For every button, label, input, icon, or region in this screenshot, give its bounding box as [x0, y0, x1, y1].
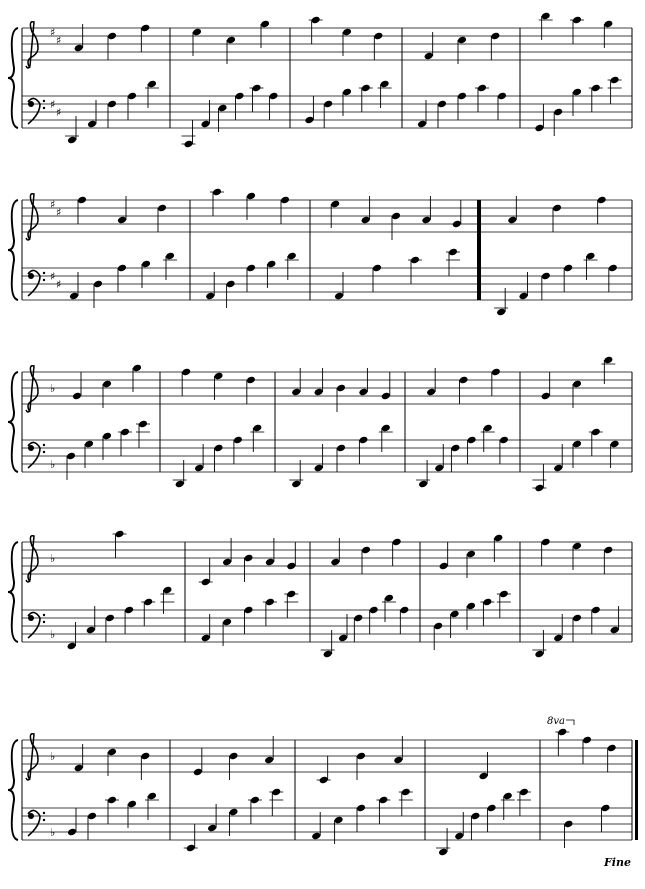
note-head: [572, 380, 582, 389]
note-head: [314, 388, 324, 397]
note-head: [381, 392, 391, 401]
note-head: [358, 388, 368, 397]
note-head: [67, 642, 77, 651]
brace: [8, 200, 18, 300]
note-head: [610, 626, 620, 635]
note-head: [582, 736, 592, 745]
brace: [8, 542, 18, 642]
sharp-icon: ♯: [56, 106, 62, 119]
note-head: [417, 120, 427, 129]
note-head: [286, 562, 296, 571]
sharp-icon: ♯: [56, 278, 62, 291]
note-head: [541, 272, 551, 281]
flat-icon: ♭: [50, 552, 56, 565]
note-head: [572, 542, 582, 551]
note-head: [491, 368, 501, 377]
note-head: [448, 248, 458, 257]
note-head: [534, 484, 544, 493]
note-head: [572, 16, 582, 25]
note-head: [519, 788, 529, 797]
note-head: [493, 534, 503, 543]
note-head: [234, 92, 244, 101]
note-head: [266, 260, 276, 269]
note-head: [610, 440, 620, 449]
note-head: [563, 264, 573, 273]
note-head: [107, 796, 117, 805]
note-head: [246, 376, 256, 385]
brace: [8, 740, 18, 840]
note-head: [280, 196, 290, 205]
note-head: [437, 100, 447, 109]
bass-clef-dot: [43, 812, 45, 814]
note-head: [591, 84, 601, 93]
note-head: [107, 32, 117, 41]
note-head: [330, 200, 340, 209]
note-head: [260, 20, 270, 29]
note-head: [356, 752, 366, 761]
note-head: [610, 76, 620, 85]
note-head: [457, 36, 467, 45]
note-head: [497, 92, 507, 101]
note-head: [487, 804, 497, 813]
note-head: [603, 546, 613, 555]
flat-icon: ♭: [50, 750, 56, 763]
note-head: [226, 280, 236, 289]
flat-icon: ♭: [50, 382, 56, 395]
note-head: [74, 44, 84, 53]
note-head: [373, 32, 383, 41]
note-head: [572, 614, 582, 623]
note-head: [361, 216, 371, 225]
note-head: [228, 808, 238, 817]
note-head: [311, 832, 321, 841]
note-head: [399, 606, 409, 615]
note-head: [477, 84, 487, 93]
note-head: [181, 368, 191, 377]
bass-clef-dot: [43, 451, 45, 453]
note-head: [183, 140, 193, 149]
note-head: [361, 546, 371, 555]
note-head: [201, 578, 211, 587]
flat-icon: ♭: [50, 826, 56, 839]
brace: [8, 372, 18, 472]
note-head: [466, 550, 476, 559]
note-head: [140, 24, 150, 33]
note-head: [534, 124, 544, 133]
note-head: [438, 848, 448, 857]
bass-clef-dot: [43, 279, 45, 281]
note-head: [452, 220, 462, 229]
note-head: [102, 432, 112, 441]
note-head: [87, 812, 97, 821]
note-head: [323, 100, 333, 109]
note-head: [291, 480, 301, 489]
note-head: [93, 280, 103, 289]
note-head: [233, 436, 243, 445]
note-head: [250, 796, 260, 805]
note-head: [552, 204, 562, 213]
note-head: [392, 538, 402, 547]
note-head: [74, 764, 84, 773]
note-head: [207, 824, 217, 833]
note-head: [323, 650, 333, 659]
note-head: [213, 444, 223, 453]
note-head: [271, 788, 281, 797]
note-head: [86, 626, 96, 635]
note-head: [114, 530, 124, 539]
note-head: [192, 28, 202, 37]
note-head: [336, 384, 346, 393]
note-head: [585, 252, 595, 261]
note-head: [607, 744, 617, 753]
note-head: [600, 804, 610, 813]
note-head: [213, 372, 223, 381]
note-head: [200, 120, 210, 129]
note-head: [334, 816, 344, 825]
note-head: [311, 16, 321, 25]
note-head: [212, 188, 222, 197]
note-head: [201, 634, 211, 643]
note-head: [482, 598, 492, 607]
note-head: [107, 100, 117, 109]
note-head: [557, 728, 567, 737]
note-head: [597, 196, 607, 205]
note-head: [291, 388, 301, 397]
note-head: [127, 800, 137, 809]
note-head: [243, 606, 253, 615]
note-head: [499, 436, 509, 445]
note-head: [127, 92, 137, 101]
note-head: [450, 444, 460, 453]
note-head: [503, 792, 513, 801]
note-head: [563, 820, 573, 829]
note-head: [603, 20, 613, 29]
flat-icon: ♭: [50, 628, 56, 641]
note-head: [372, 264, 382, 273]
note-head: [507, 216, 517, 225]
note-head: [84, 440, 94, 449]
note-head: [143, 598, 153, 607]
note-head: [67, 828, 77, 837]
sharp-icon: ♯: [56, 206, 62, 219]
note-head: [541, 392, 551, 401]
note-head: [102, 380, 112, 389]
note-head: [264, 756, 274, 765]
note-head: [499, 590, 509, 599]
double-bar-line: [477, 200, 481, 300]
note-head: [496, 308, 506, 317]
note-head: [378, 796, 388, 805]
bass-clef-dot: [43, 621, 45, 623]
note-head: [391, 212, 401, 221]
note-head: [105, 614, 115, 623]
ottava-label: 8va: [547, 716, 565, 727]
note-head: [286, 590, 296, 599]
note-head: [222, 618, 232, 627]
note-head: [132, 364, 142, 373]
bass-clef-dot: [43, 100, 45, 102]
bass-clef-dot: [43, 272, 45, 274]
note-head: [393, 756, 403, 765]
note-head: [478, 772, 488, 781]
note-head: [608, 264, 618, 273]
note-head: [319, 776, 329, 785]
note-head: [553, 108, 563, 117]
note-head: [358, 436, 368, 445]
treble-clef-icon: [26, 22, 38, 68]
note-head: [450, 610, 460, 619]
note-head: [342, 28, 352, 37]
note-head: [424, 52, 434, 61]
note-head: [217, 104, 227, 113]
note-head: [410, 256, 420, 265]
note-head: [426, 388, 436, 397]
note-head: [330, 558, 340, 567]
note-head: [603, 356, 613, 365]
sharp-icon: ♯: [50, 198, 56, 211]
note-head: [226, 36, 236, 45]
note-head: [421, 216, 431, 225]
bass-clef-dot: [43, 444, 45, 446]
sharp-icon: ♯: [50, 98, 56, 111]
note-head: [380, 80, 390, 89]
note-head: [353, 614, 363, 623]
note-head: [518, 292, 528, 301]
note-head: [433, 622, 443, 631]
final-bar-line: [635, 740, 638, 840]
treble-clef-icon: [26, 194, 38, 240]
note-head: [194, 464, 204, 473]
note-head: [124, 606, 134, 615]
fine-label: Fine: [604, 856, 631, 869]
note-head: [147, 792, 157, 801]
note-head: [490, 32, 500, 41]
note-head: [117, 216, 127, 225]
note-head: [77, 196, 87, 205]
note-head: [572, 88, 582, 97]
note-head: [175, 480, 185, 489]
note-head: [72, 392, 82, 401]
note-head: [314, 464, 324, 473]
ottava-bracket: [566, 720, 574, 725]
note-head: [251, 84, 261, 93]
note-head: [439, 562, 449, 571]
note-head: [141, 260, 151, 269]
note-head: [553, 634, 563, 643]
note-head: [243, 554, 253, 563]
note-head: [162, 586, 172, 595]
flat-icon: ♭: [50, 458, 56, 471]
note-head: [541, 12, 551, 21]
note-head: [246, 264, 256, 273]
note-head: [457, 92, 467, 101]
note-head: [338, 634, 348, 643]
note-head: [222, 558, 232, 567]
note-head: [287, 252, 297, 261]
note-head: [342, 88, 352, 97]
note-head: [334, 292, 344, 301]
note-head: [336, 444, 346, 453]
bass-clef-dot: [43, 614, 45, 616]
note-head: [454, 832, 464, 841]
note-head: [534, 650, 544, 659]
note-head: [246, 192, 256, 201]
note-head: [69, 292, 79, 301]
note-head: [138, 420, 148, 429]
note-head: [381, 424, 391, 433]
note-head: [66, 452, 76, 461]
note-head: [265, 598, 275, 607]
note-head: [140, 752, 150, 761]
note-head: [67, 136, 77, 145]
note-head: [304, 116, 314, 125]
note-head: [186, 844, 196, 853]
note-head: [117, 264, 127, 273]
bass-clef-dot: [43, 819, 45, 821]
note-head: [483, 424, 493, 433]
brace: [8, 28, 18, 128]
treble-clef-icon: [26, 366, 38, 412]
note-head: [228, 752, 238, 761]
note-head: [467, 436, 477, 445]
note-head: [193, 768, 203, 777]
note-head: [356, 804, 366, 813]
note-head: [120, 428, 130, 437]
note-head: [418, 480, 428, 489]
note-head: [265, 558, 275, 567]
bass-clef-dot: [43, 107, 45, 109]
note-head: [541, 538, 551, 547]
note-head: [157, 204, 167, 213]
sharp-icon: ♯: [56, 34, 62, 47]
sharp-icon: ♯: [50, 26, 56, 39]
treble-clef-icon: [26, 536, 38, 582]
note-head: [591, 606, 601, 615]
note-head: [87, 120, 97, 129]
note-head: [553, 464, 563, 473]
sharp-icon: ♯: [50, 270, 56, 283]
note-head: [572, 440, 582, 449]
note-head: [107, 748, 117, 757]
note-head: [252, 424, 262, 433]
note-head: [458, 376, 468, 385]
note-head: [470, 812, 480, 821]
treble-clef-icon: [26, 734, 38, 780]
note-head: [384, 594, 394, 603]
note-head: [401, 788, 411, 797]
note-head: [205, 292, 215, 301]
note-head: [369, 606, 379, 615]
note-head: [147, 80, 157, 89]
note-head: [268, 92, 278, 101]
note-head: [591, 428, 601, 437]
note-head: [466, 602, 476, 611]
note-head: [361, 84, 371, 93]
note-head: [434, 464, 444, 473]
note-head: [165, 252, 175, 261]
